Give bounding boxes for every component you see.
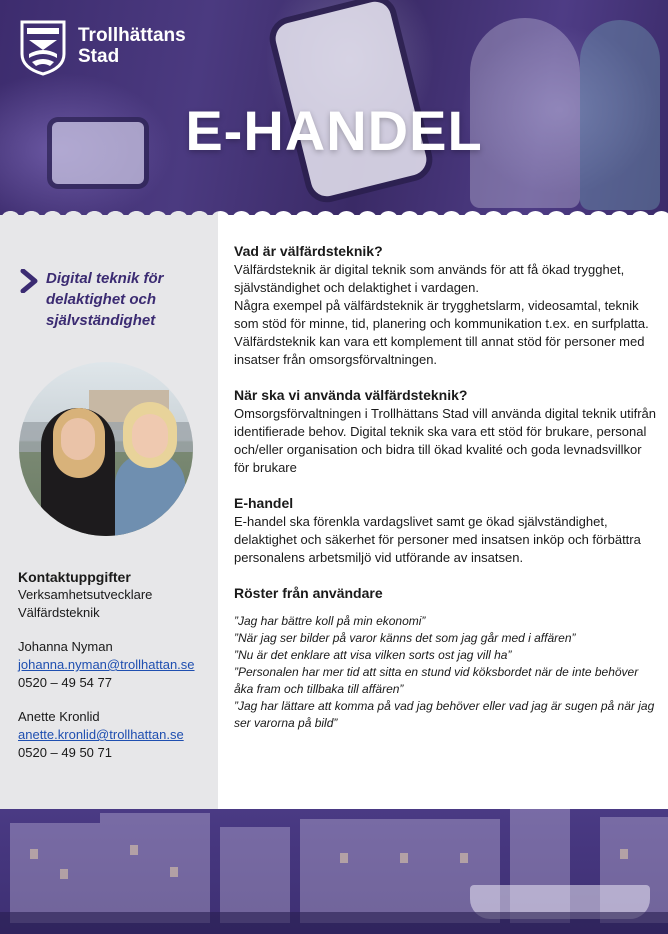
tagline-line2: delaktighet och bbox=[46, 291, 157, 308]
section-body: Välfärdsteknik är digital teknik som används för att få ökad trygghet, självständighet och delaktighet i vardagen. bbox=[234, 262, 625, 295]
user-quote: ”När jag ser bilder på varor känns det som jag går med i affären” bbox=[234, 631, 576, 645]
sidebar-scallop bbox=[0, 205, 218, 225]
user-quote: ”Personalen har mer tid att sitta en stund vid köksbordet när de inte behöver åka fram och tillbaka till affären” bbox=[234, 665, 639, 696]
section-heading: När ska vi använda välfärdsteknik? bbox=[234, 387, 468, 403]
section-body: Några exempel på välfärdsteknik är trygghetslarm, videosamtal, teknik som stöd för minne, tid, planering och kommunikation t.ex. en surfplatta. Välfärdsteknik kan vara ett komplement till annat stöd för personer med insatser från omsorgsförvaltningen. bbox=[234, 298, 649, 367]
section-heading: E-handel bbox=[234, 495, 294, 511]
logo-text bbox=[78, 25, 186, 67]
main-content bbox=[234, 242, 658, 732]
contact-role-line2: Välfärdsteknik bbox=[18, 605, 100, 620]
contact-person1-email-link[interactable]: johanna.nyman@trollhattan.se bbox=[18, 657, 195, 672]
section-body: Omsorgsförvaltningen i Trollhättans Stad vill använda digital teknik utifrån identifierade behov. Digital teknik ska vara ett stöd för brukare, personal och/eller organisation och bidra till ökad kvalité och goda levnadsvillkor för brukare bbox=[234, 406, 656, 475]
chevron-right-icon bbox=[20, 269, 38, 293]
contact-person2-email-link[interactable]: anette.kronlid@trollhattan.se bbox=[18, 727, 184, 742]
header-banner bbox=[0, 0, 668, 215]
contact-person2-phone: 0520 – 49 50 71 bbox=[18, 745, 112, 760]
section-e-handel bbox=[234, 494, 658, 567]
page-title: E-HANDEL bbox=[185, 99, 483, 162]
contact-role-line1: Verksamhetsutvecklare bbox=[18, 587, 153, 602]
contact-person1-name: Johanna Nyman bbox=[18, 639, 113, 654]
section-heading: Vad är välfärdsteknik? bbox=[234, 243, 383, 259]
user-quote: ”Nu är det enklare att visa vilken sorts ost jag vill ha” bbox=[234, 648, 512, 662]
section-when bbox=[234, 386, 658, 477]
contact-persons-photo bbox=[19, 362, 193, 536]
contact-person1-phone: 0520 – 49 54 77 bbox=[18, 675, 112, 690]
contact-heading: Kontaktuppgifter bbox=[18, 569, 131, 585]
tagline bbox=[46, 268, 211, 331]
user-quote: ”Jag har lättare att komma på vad jag behöver eller vad jag är sugen på när jag ser varorna på bild” bbox=[234, 699, 655, 730]
contact-info bbox=[18, 568, 214, 762]
tagline-line1: Digital teknik för bbox=[46, 270, 164, 287]
user-quote: ”Jag har bättre koll på min ekonomi” bbox=[234, 614, 426, 628]
contact-person2-name: Anette Kronlid bbox=[18, 709, 100, 724]
logo-text-line1: Trollhättans bbox=[78, 25, 186, 46]
section-what-is bbox=[234, 242, 658, 369]
section-heading: Röster från användare bbox=[234, 585, 383, 601]
section-voices bbox=[234, 584, 658, 732]
trollhattan-shield-logo-icon bbox=[20, 20, 66, 76]
logo-text-line2: Stad bbox=[78, 46, 120, 67]
tagline-line3: självständighet bbox=[46, 312, 156, 329]
river-photo-element bbox=[0, 912, 668, 934]
section-body: E-handel ska förenkla vardagslivet samt ge ökad självständighet, delaktighet och säkerhet för personer med insatsen inköp och förbättra personalens arbetsmiljö vid utförande av insatsen. bbox=[234, 514, 641, 565]
